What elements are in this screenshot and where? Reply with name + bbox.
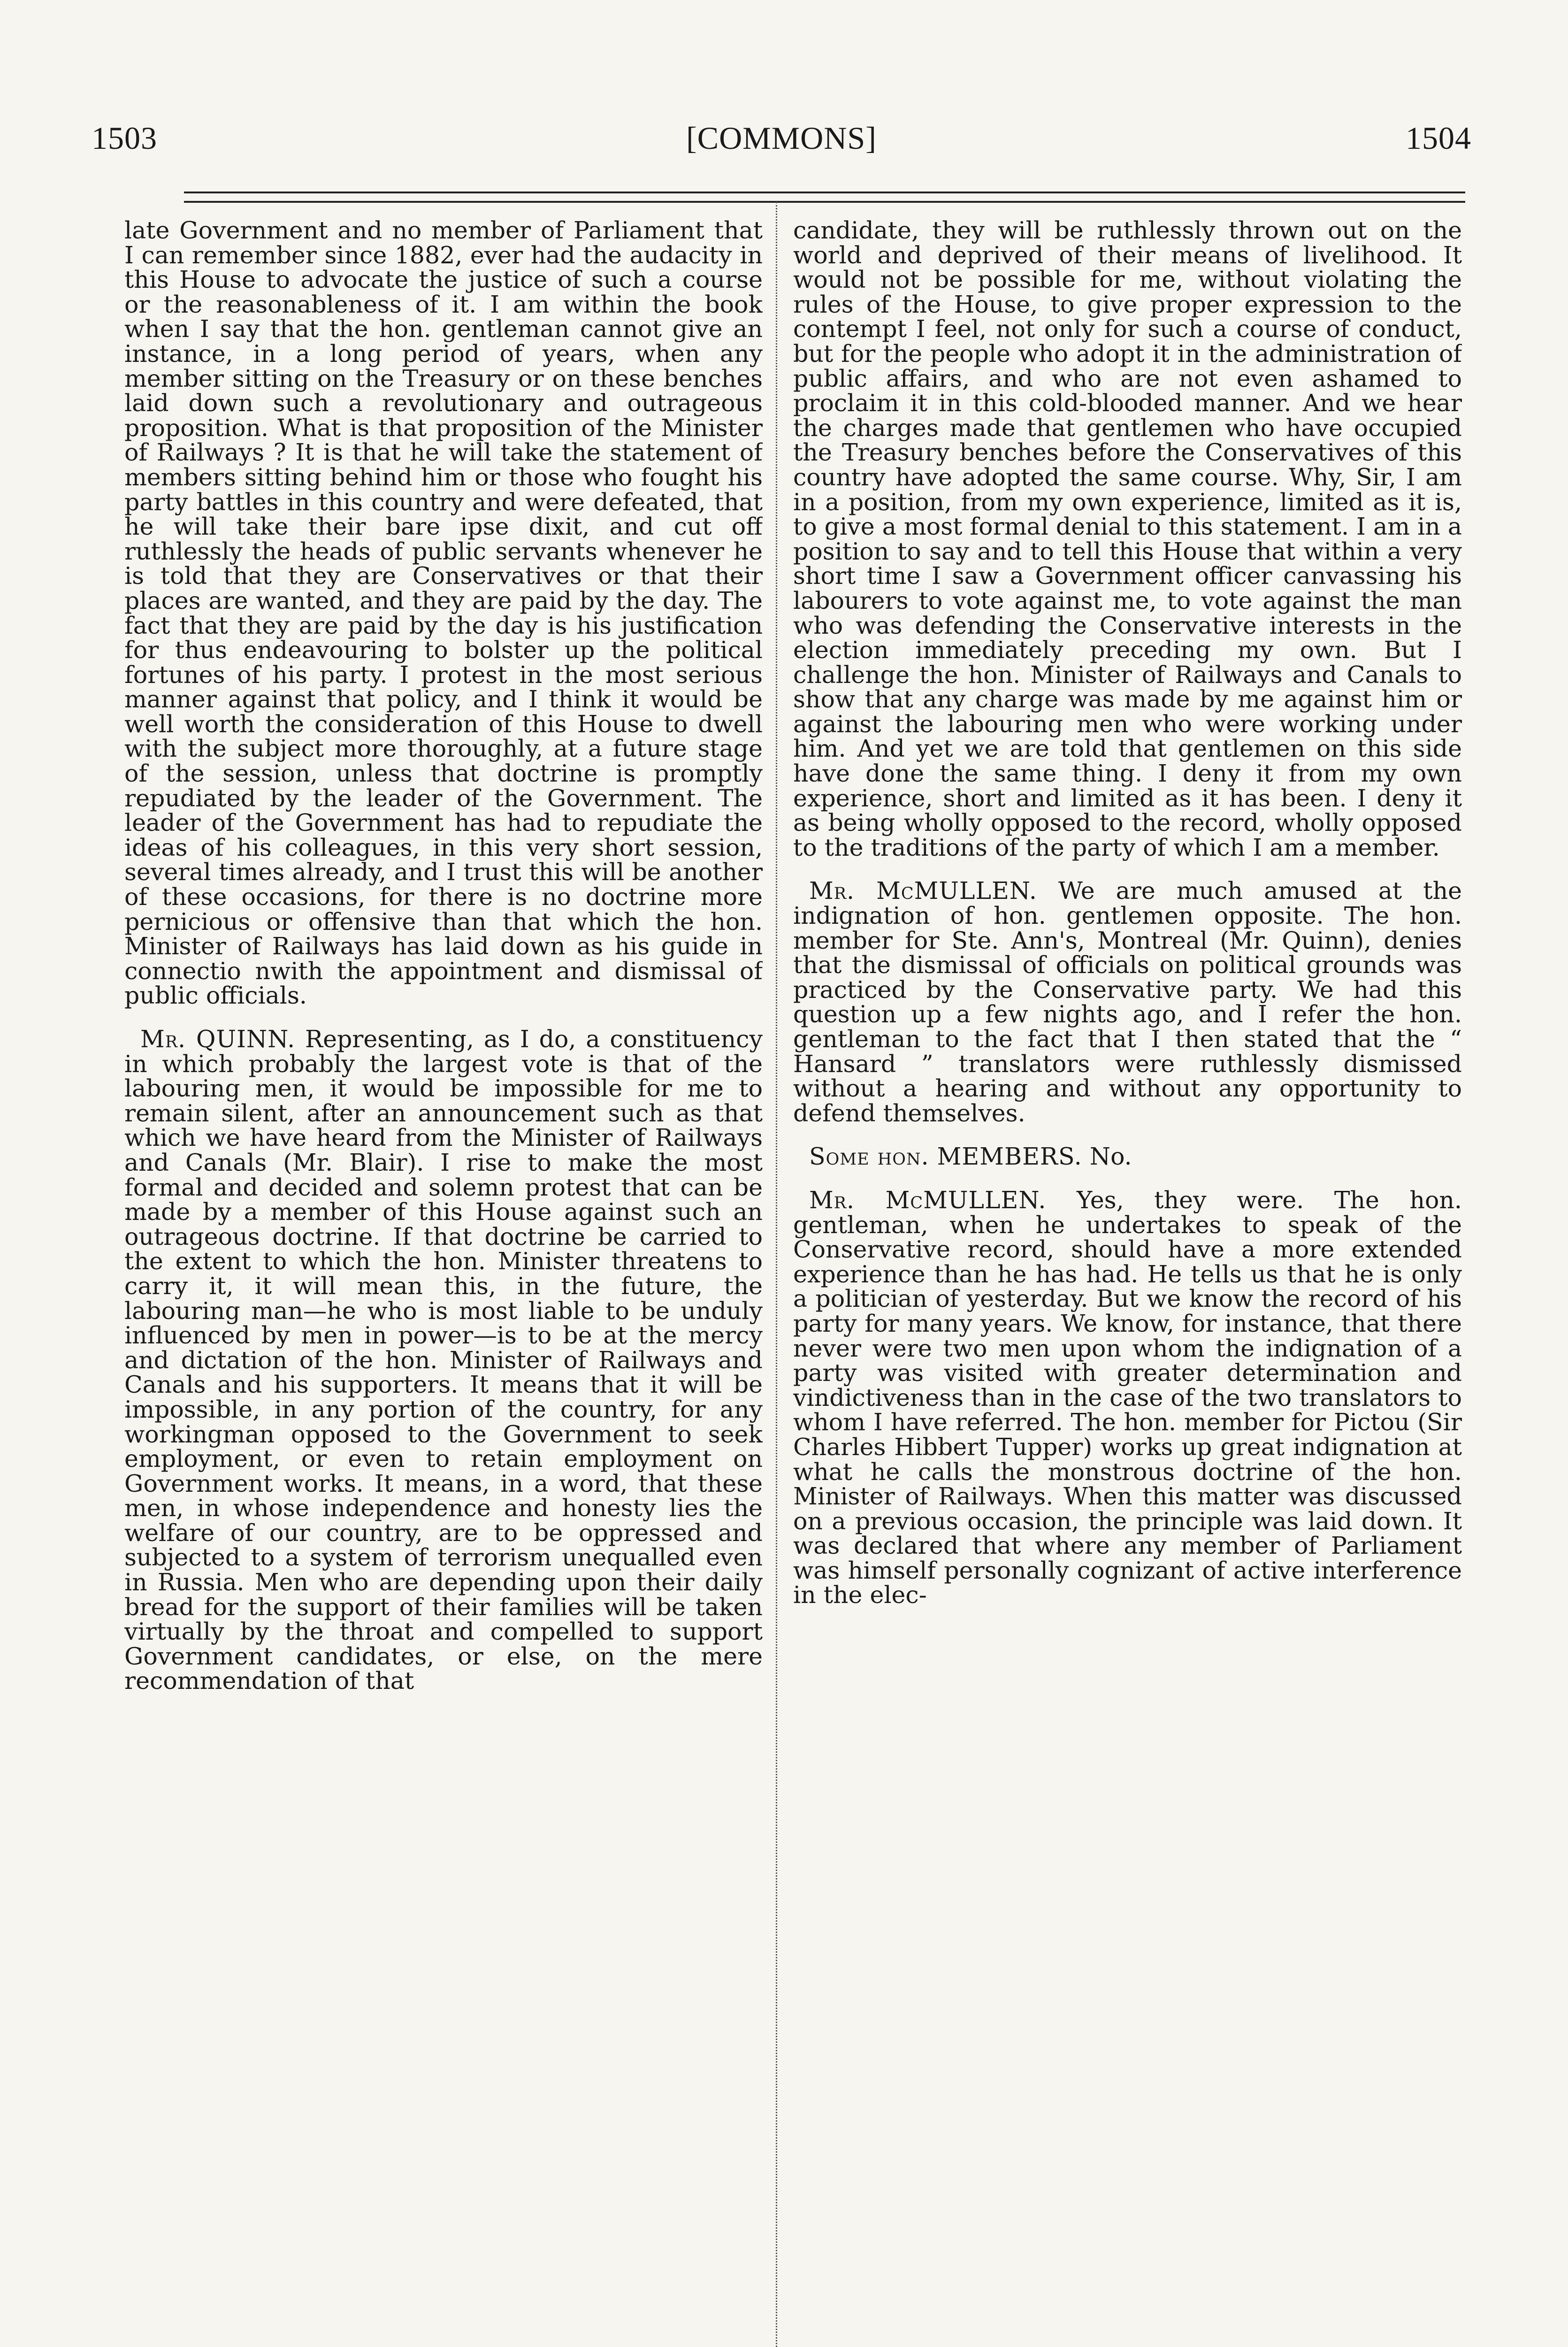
speaker-quinn: Mr. QUINN.	[140, 1025, 296, 1053]
speaker-mcmullen-1: Mr. McMULLEN.	[809, 877, 1037, 905]
speaker-mcmullen-2: Mr. McMULLEN.	[809, 1186, 1047, 1214]
header-rule-bottom	[184, 201, 1465, 203]
left-column	[124, 218, 763, 2347]
right-paragraph-4-text: Yes, they were. The hon. gentleman, when he undertakes to speak of the Conservative record, should have a more extended experience than he has had. He tells us that he is only a politician of yesterday. But we know the record of his party for many years. We know, for instance, that there never were two men upon whom the indignation of a party was visited with greater determination and vindictiveness than in the case of the two translators to whom I have referred. The hon. member for Pictou (Sir Charles Hibbert Tupper) works up great indignation at what he calls the monstrous doctrine of the hon. Minister of Railways. When this matter was discussed on a previous occasion, the principle was laid down. It was declared that where any member of Parliament was himself personally cognizant of active interference in the elec-	[793, 1186, 1462, 1609]
left-paragraph-2	[124, 1027, 763, 1694]
right-paragraph-3	[793, 1144, 1462, 1169]
page-title: [COMMONS]	[686, 120, 877, 156]
right-column	[793, 218, 1462, 2347]
right-paragraph-2-text: We are much amused at the indignation of hon. gentlemen opposite. The hon. member for Ste. Ann's, Montreal (Mr. Quinn), denies that the dismissal of officials on political grounds was practiced by the Conservative party. We had this question up a few nights ago, and I refer the hon. gentleman to the fact that I then stated that the “ Hansard ” translators were ruthlessly dismissed without a hearing and without any opportunity to defend themselves.	[793, 877, 1462, 1127]
right-paragraph-2	[793, 879, 1462, 1126]
page-number-right: 1504	[1406, 120, 1471, 156]
left-paragraph-1: late Government and no member of Parliament that I can remember since 1882, ever had the audacity in this House to advocate the justice of such a course or the reasonableness of it. I am within the book when I say that the hon. gentleman cannot give an instance, in a long period of years, when any member sitting on the Treasury or on these benches laid down such a revolutionary and outrageous proposition. What is that proposition of the Minister of Railways ? It is that he will take the statement of members sitting behind him or those who fought his party battles in this country and were defeated, that he will take their bare ipse dixit, and cut off ruthlessly the heads of public servants whenever he is told that they are Conservatives or that their places are wanted, and they are paid by the day. The fact that they are paid by the day is his justification for thus endeavouring to bolster up the political fortunes of his party. I protest in the most serious manner against that policy, and I think it would be well worth the consideration of this House to dwell with the subject more thoroughly, at a future stage of the session, unless that doctrine is promptly repudiated by the leader of the Government. The leader of the Government has had to repudiate the ideas of his colleagues, in this very short session, several times already, and I trust this will be another of these occasions, for there is no doctrine more pernicious or offensive than that which the hon. Minister of Railways has laid down as his guide in connectio nwith the appointment and dismissal of public officials.	[124, 218, 763, 1010]
page-number-left: 1503	[92, 120, 157, 156]
header-rule-top	[184, 192, 1465, 193]
column-divider	[776, 202, 777, 2347]
speaker-members: Some hon. MEMBERS.	[809, 1143, 1082, 1171]
right-paragraph-1: candidate, they will be ruthlessly thrown out on the world and deprived of their means of livelihood. It would not be possible for me, without violating the rules of the House, to give proper expression to the contempt I feel, not only for such a course of conduct, but for the people who adopt it in the administration of public affairs, and who are not even ashamed to proclaim it in this cold-blooded manner. And we hear the charges made that gentlemen who have occupied the Treasury benches before the Conservatives of this country have adopted the same course. Why, Sir, I am in a position, from my own experience, limited as it is, to give a most formal denial to this statement. I am in a position to say and to tell this House that within a very short time I saw a Government officer canvassing his labourers to vote against me, to vote against the man who was defending the Conservative interests in the election immediately preceding my own. But I challenge the hon. Minister of Railways and Canals to show that any charge was made by me against him or against the labouring men who were working under him. And yet we are told that gentlemen on this side have done the same thing. I deny it from my own experience, short and limited as it has been. I deny it as being wholly opposed to the record, wholly opposed to the traditions of the party of which I am a member.	[793, 218, 1462, 861]
right-paragraph-3-text: No.	[1089, 1143, 1132, 1171]
page-header	[92, 120, 1471, 162]
left-paragraph-2-text: Representing, as I do, a constituency in which probably the largest vote is that of the labouring men, it would be impossible for me to remain silent, after an announcement such as that which we have heard from the Minister of Railways and Canals (Mr. Blair). I rise to make the most formal and decided and solemn protest that can be made by a member of this House against such an outrageous doctrine. If that doctrine be carried to the extent to which the hon. Minister threatens to carry it, it will mean this, in the future, the labouring man—he who is most liable to be unduly influenced by men in power—is to be at the mercy and dictation of the hon. Minister of Railways and Canals and his supporters. It means that it will be impossible, in any portion of the country, for any workingman opposed to the Government to seek employment, or even to retain employment on Government works. It means, in a word, that these men, in whose independence and honesty lies the welfare of our country, are to be oppressed and subjected to a system of terrorism unequalled even in Russia. Men who are depending upon their daily bread for the support of their families will be taken virtually by the throat and compelled to support Government candidates, or else, on the mere recommendation of that	[124, 1025, 763, 1695]
right-paragraph-4	[793, 1188, 1462, 1608]
